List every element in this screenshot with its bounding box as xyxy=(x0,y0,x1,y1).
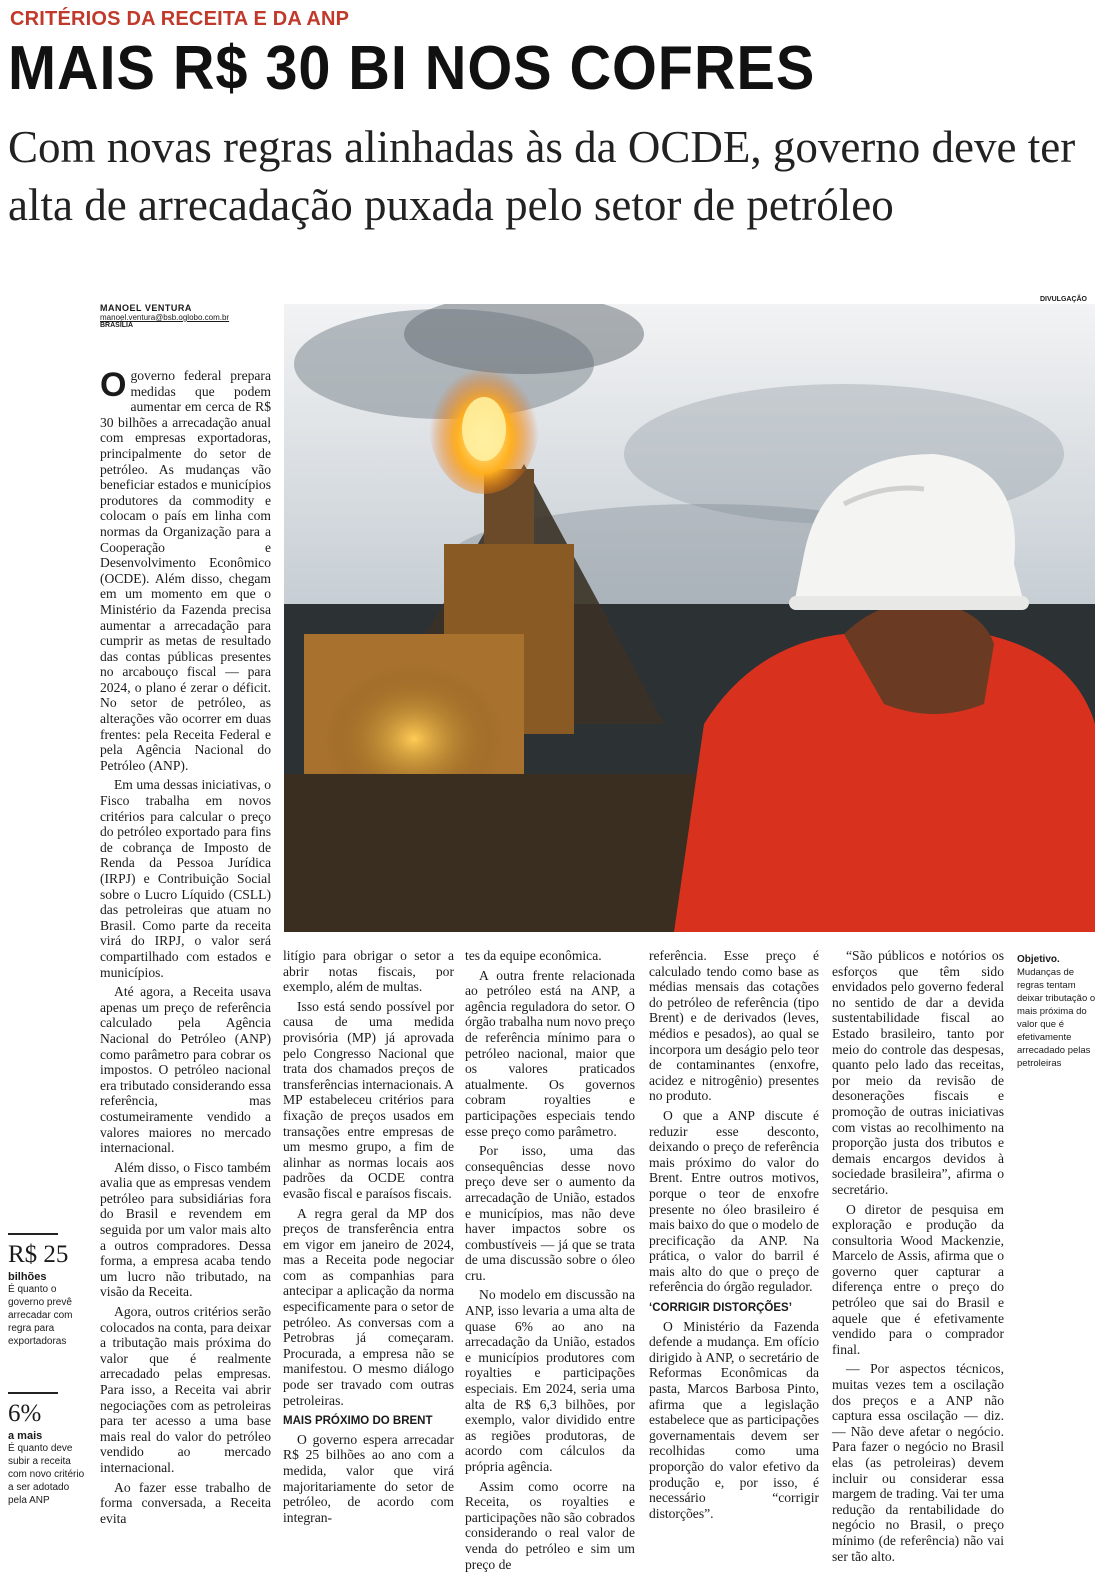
author-email-link[interactable]: manoel.ventura@bsb.oglobo.com.br xyxy=(100,313,230,322)
fact-box-1 xyxy=(8,1233,90,1348)
article-photo xyxy=(284,304,1095,932)
dropcap: O xyxy=(100,366,127,404)
fact-unit: a mais xyxy=(8,1430,43,1442)
article-column-5 xyxy=(832,948,1004,1564)
fact-description: É quanto o governo prevê arrecadar com regra para exportadoras xyxy=(8,1284,73,1347)
photo-credit: DIVULGAÇÃO xyxy=(1039,296,1087,303)
paragraph: Isso está sendo possível por causa de uma medida provisória (MP) já aprovada pelo Congresso Nacional que trata dos chamados preços de transferências internacionais. A MP estabeleceu critérios para fixação de preços usados em transações entre empresas de um mesmo grupo, a fim de alinhar as normas locais aos padrões da OCDE contra evasão fiscal e paraísos fiscais. xyxy=(283,998,454,1201)
oil-platform-photo-illustration xyxy=(284,304,1095,932)
paragraph: O Ministério da Fazenda defende a mudança. Em ofício dirigido à ANP, o secretário de Reformas Econômicas da pasta, Marcos Barbosa Pinto, afirma que a legislação estabelece que as participações governamentais devem ser recolhidas como uma proporção do valor efetivo da produção e, por isso, é necessário “corrigir distorções”. xyxy=(649,1318,819,1521)
paragraph: Em uma dessas iniciativas, o Fisco trabalha em novos critérios para calcular o preço do petróleo exportado para fins de cobrança de Imposto de Renda da Pessoa Jurídica (IRPJ) e Contribuição Social sobre o Lucro Líquido (CSLL) das petroleiras que atuam no Brasil. Como parte da receita virá do IRPJ, o valor será compartilhado com estados e municípios. xyxy=(100,777,271,980)
paragraph: referência. Esse preço é calculado tendo como base as médias mensais das cotações do petróleo de referência (tipo Brent) e de derivados (leves, médios e pesados), ao qual se incorpora um deságio pelo teor de contaminantes (enxofre, acidez e nitrogênio) presentes no produto. xyxy=(649,948,819,1104)
paragraph: Além disso, o Fisco também avalia que as empresas vendem petróleo para subsidiárias fora do Brasil e revendem em seguida por um valor mais alto a outros compradores. Dessa forma, a empresa acaba tendo um lucro não tributado, na visão da Receita. xyxy=(100,1159,271,1300)
article-column-4 xyxy=(649,948,819,1521)
kicker: CRITÉRIOS DA RECEITA E DA ANP xyxy=(10,8,350,30)
article-column-3 xyxy=(465,948,635,1572)
paragraph: O governo espera arrecadar R$ 25 bilhões ao ano com a medida, valor que virá majoritariamente do setor de petróleo, de acordo com integran- xyxy=(283,1431,454,1525)
article-column-1 xyxy=(100,368,271,1526)
lead-text: governo federal prepara medidas que podem aumentar em cerca de R$ 30 bilhões a arrecadação anual com empresas exportadoras, principalmente do setor de petróleo. As mudanças vão beneficiar estados e municípios produtores da commodity e colocam o país em linha com normas da Organização para a Cooperação e Desenvolvimento Econômico (OCDE). Além disso, chegam em um momento em que o Ministério da Fazenda precisa aumentar a arrecadação para cumprir as metas de resultado das contas públicas presentes no arcabouço fiscal — para 2024, o plano é zerar o déficit. No setor de petróleo, as alterações vão ocorrer em duas frentes: pela Receita Federal e pela Agência Nacional do Petróleo (ANP). xyxy=(100,368,271,773)
paragraph: O diretor de pesquisa em exploração e produção da consultoria Wood Mackenzie, Marcelo de Assis, afirma que o governo quer capturar a diferença entre o preço do petróleo que sai do Brasil e aquele que é efetivamente vendido para o comprador final. xyxy=(832,1201,1004,1357)
paragraph: A outra frente relacionada ao petróleo está na ANP, a agência reguladora do setor. O órgão trabalha num novo preço de referência mínimo para o petróleo nacional, maior que os valores praticados atualmente. Os governos cobram royalties e participações especiais tendo esse preço como parâmetro. xyxy=(465,967,635,1139)
divider xyxy=(8,1392,58,1394)
byline xyxy=(100,303,280,329)
paragraph: Assim como ocorre na Receita, os royalties e participações não são cobrados considerando o real valor de venda do petróleo e sim um preço de xyxy=(465,1478,635,1572)
fact-box-2 xyxy=(8,1392,90,1507)
caption-text: Mudanças de regras tentam deixar tributação o mais próxima do valor que é efetivamente arrecadado pelas petroleiras xyxy=(1017,967,1096,1069)
paragraph: Agora, outros critérios serão colocados na conta, para deixar a tributação mais próxima do valor que é realmente arrecadado pelas empresas. Para isso, a Receita vai abrir negociações com as petroleiras para ter acesso a uma base mais real do valor do petróleo vendido ao mercado internacional. xyxy=(100,1304,271,1475)
paragraph: tes da equipe econômica. xyxy=(465,948,602,963)
article-column-2 xyxy=(283,948,454,1525)
fact-unit: bilhões xyxy=(8,1271,47,1283)
caption-title: Objetivo. xyxy=(1017,954,1060,965)
paragraph: Até agora, a Receita usava apenas um preço de referência calculado pela Agência Nacional do Petróleo (ANP) como parâmetro para cobrar os impostos. O petróleo nacional era tributado considerando essa referência, mas costumeiramente vendido a valores maiores no mercado internacional. xyxy=(100,984,271,1156)
fact-number: 6% xyxy=(8,1400,42,1427)
divider xyxy=(8,1233,58,1235)
section-heading: MAIS PRÓXIMO DO BRENT xyxy=(283,1415,433,1428)
dateline-city: BRASÍLIA xyxy=(100,322,134,329)
paragraph: Por isso, uma das consequências desse novo preço deve ser o aumento da arrecadação de União, estados e municípios, mas não deve haver impactos sobre os combustíveis — já que se trata de uma discussão sobre o óleo cru. xyxy=(465,1143,635,1283)
headline: MAIS R$ 30 BI NOS COFRES xyxy=(8,34,816,103)
author-name: MANOEL VENTURA xyxy=(100,303,192,313)
paragraph: — Por aspectos técnicos, muitas vezes tem a oscilação dos preços e a ANP não captura essa oscilação — diz. — Não deve afetar o negócio. Para fazer o negócio no Brasil elas (as petroleiras) devem incluir ou considerar essa margem de trading. Vai ter uma redução da rentabilidade do negócio no Brasil, o preço mínimo (de referência) não vai ser tão alto. xyxy=(832,1361,1004,1564)
subheadline: Com novas regras alinhadas às da OCDE, governo deve ter alta de arrecadação puxada pelo setor de petróleo xyxy=(8,122,1076,230)
paragraph: “São públicos e notórios os esforços que têm sido envidados pelo governo federal no sentido de dar a devida sustentabilidade fiscal ao Estado brasileiro, tanto por meio do controle das despesas, quanto pelo lado das receitas, por meio da revisão de desonerações fiscais e promoção de outras iniciativas com vistas ao recolhimento na proporção justa dos tributos e demais encargos devidos à sociedade brasileira”, afirma o secretário. xyxy=(832,948,1004,1197)
fact-description: É quanto deve subir a receita com novo critério a ser adotado pela ANP xyxy=(8,1443,85,1506)
lead-paragraph xyxy=(100,368,271,773)
photo-caption xyxy=(1017,953,1099,1070)
paragraph: Ao fazer esse trabalho de forma conversada, a Receita evita xyxy=(100,1479,271,1526)
paragraph: litígio para obrigar o setor a abrir notas fiscais, por exemplo, além de multas. xyxy=(283,948,454,995)
paragraph: O que a ANP discute é reduzir esse desconto, deixando o preço de referência mais próximo do valor do Brent. Entre outros motivos, porque o teor de enxofre presente no óleo brasileiro é mais baixo do que o modelo de precificação da ANP. Na prática, o valor do barril é mais alto do que o preço de referência do órgão regulador. xyxy=(649,1107,819,1295)
fact-number: R$ 25 xyxy=(8,1241,69,1268)
section-heading: ‘CORRIGIR DISTORÇÕES’ xyxy=(649,1302,792,1315)
paragraph: A regra geral da MP dos preços de transferência entra em vigor em janeiro de 2024, mas a Receita pode negociar com as companhias para antecipar a aplicação da norma especificamente para o setor de petróleo. As conversas com a Petrobras já começaram. Procurada, a empresa não se manifestou. O mesmo diálogo pode ser travado com outras petroleiras. xyxy=(283,1205,454,1408)
paragraph: No modelo em discussão na ANP, isso levaria a uma alta de quase 6% ao ano na arrecadação da União, estados e municípios produtores com royalties e participações especiais. Em 2024, seria uma alta de R$ 6,3 bilhões, por exemplo, valor dividido entre as regiões produtoras, de acordo com cálculos da própria agência. xyxy=(465,1287,635,1474)
